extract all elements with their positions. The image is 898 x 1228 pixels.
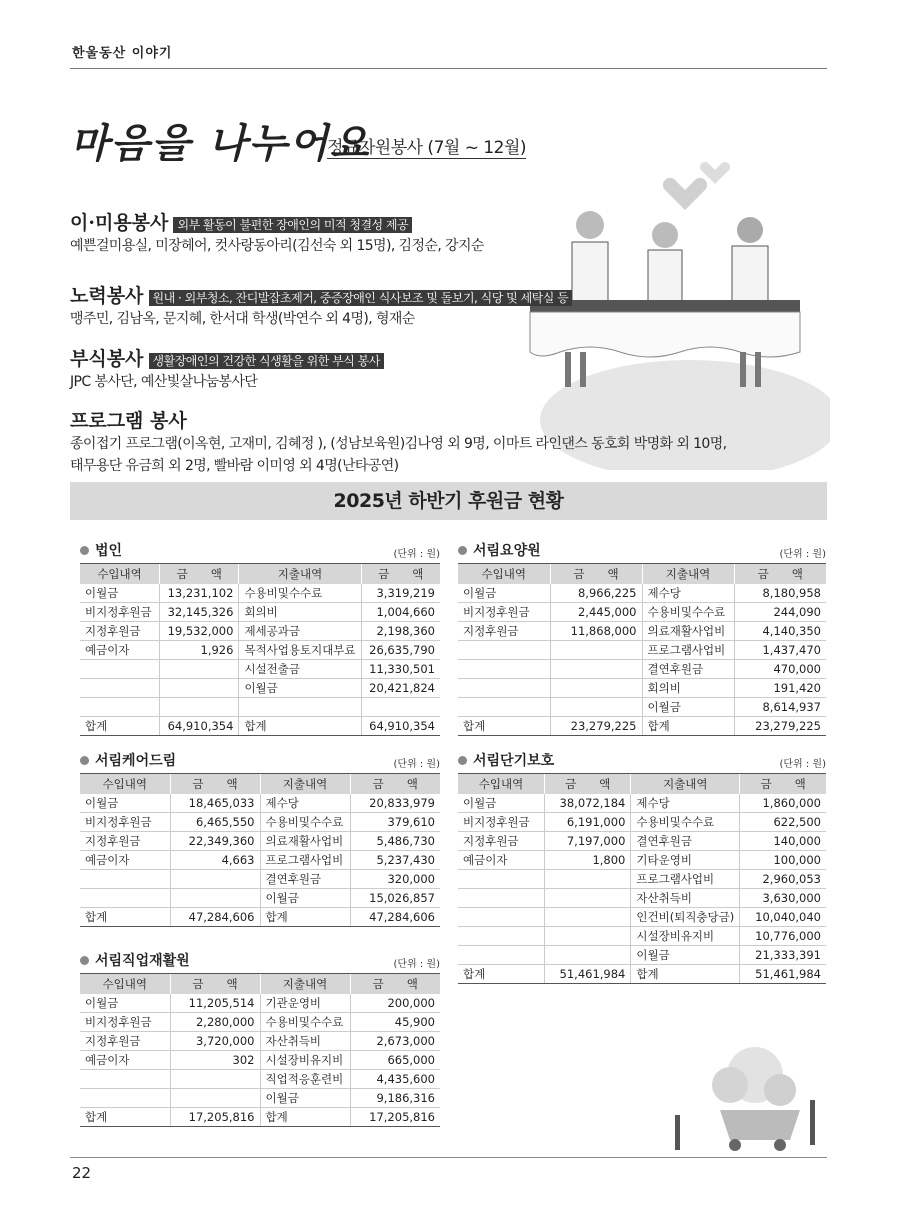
total-amount: 51,461,984 bbox=[545, 965, 631, 984]
column-header: 금 액 bbox=[350, 774, 440, 795]
table-row bbox=[80, 1089, 440, 1108]
item-cell: 지정후원금 bbox=[80, 832, 170, 851]
amount-cell: 2,673,000 bbox=[350, 1032, 440, 1051]
column-header: 수입내역 bbox=[80, 564, 160, 585]
item-cell: 비지정후원금 bbox=[458, 813, 545, 832]
column-header: 수입내역 bbox=[458, 564, 550, 585]
table-row bbox=[458, 927, 826, 946]
table-total-row bbox=[80, 717, 440, 736]
donation-table bbox=[458, 773, 826, 984]
column-header: 지출내역 bbox=[239, 564, 361, 585]
item-cell: 목적사업용토지대부료 bbox=[239, 641, 361, 660]
table-header-row bbox=[458, 774, 826, 795]
item-cell bbox=[458, 660, 550, 679]
item-cell bbox=[458, 927, 545, 946]
footer-divider bbox=[70, 1157, 827, 1158]
table-row bbox=[80, 870, 440, 889]
amount-cell: 11,868,000 bbox=[550, 622, 642, 641]
amount-cell: 3,319,219 bbox=[361, 584, 440, 603]
item-cell bbox=[458, 908, 545, 927]
section-body: 예쁜걸미용실, 미장헤어, 컷사랑동아리(김선숙 외 15명), 김정순, 강지순 bbox=[70, 238, 484, 254]
table-title bbox=[80, 750, 176, 770]
table-row bbox=[80, 603, 440, 622]
amount-cell bbox=[545, 870, 631, 889]
table-row bbox=[80, 851, 440, 870]
item-cell: 예금이자 bbox=[458, 851, 545, 870]
item-cell bbox=[458, 946, 545, 965]
table-header-row bbox=[458, 564, 826, 585]
amount-cell: 6,465,550 bbox=[170, 813, 260, 832]
amount-cell: 8,180,958 bbox=[734, 584, 826, 603]
table-title-text: 서림케어드림 bbox=[95, 753, 177, 769]
item-cell: 이월금 bbox=[642, 698, 734, 717]
total-label: 합계 bbox=[642, 717, 734, 736]
unit-label: (단위 : 원) bbox=[393, 759, 440, 770]
donation-table bbox=[458, 563, 826, 736]
table-title-text: 서림요양원 bbox=[473, 543, 541, 559]
table-header bbox=[80, 950, 440, 970]
page-subtitle: 정규자원봉사 (7월 ~ 12월) bbox=[327, 133, 526, 159]
amount-cell: 8,614,937 bbox=[734, 698, 826, 717]
section-title: 이·미용봉사 bbox=[70, 212, 169, 234]
table-row bbox=[80, 641, 440, 660]
item-cell: 자산취득비 bbox=[260, 1032, 350, 1051]
amount-cell: 200,000 bbox=[350, 994, 440, 1013]
volunteer-section-food bbox=[70, 344, 770, 393]
amount-cell: 4,435,600 bbox=[350, 1070, 440, 1089]
total-amount: 47,284,606 bbox=[170, 908, 260, 927]
column-header: 금 액 bbox=[170, 774, 260, 795]
section-title: 부식봉사 bbox=[70, 348, 144, 370]
column-header: 지출내역 bbox=[631, 774, 740, 795]
amount-cell bbox=[545, 889, 631, 908]
table-header bbox=[80, 750, 440, 770]
total-amount: 17,205,816 bbox=[350, 1108, 440, 1127]
table-header-row bbox=[80, 564, 440, 585]
amount-cell: 1,860,000 bbox=[740, 794, 826, 813]
amount-cell: 19,532,000 bbox=[160, 622, 239, 641]
table-header-row bbox=[80, 774, 440, 795]
table-title bbox=[80, 540, 122, 560]
table-row bbox=[80, 1051, 440, 1070]
amount-cell: 1,926 bbox=[160, 641, 239, 660]
total-label: 합계 bbox=[260, 908, 350, 927]
column-header: 수입내역 bbox=[80, 774, 170, 795]
unit-label: (단위 : 원) bbox=[779, 549, 826, 560]
item-cell: 예금이자 bbox=[80, 1051, 170, 1070]
amount-cell bbox=[170, 889, 260, 908]
amount-cell: 38,072,184 bbox=[545, 794, 631, 813]
bullet-icon bbox=[80, 756, 89, 765]
item-cell: 수용비및수수료 bbox=[260, 1013, 350, 1032]
item-cell: 제세공과금 bbox=[239, 622, 361, 641]
item-cell: 이월금 bbox=[458, 794, 545, 813]
item-cell: 시설장비유지비 bbox=[631, 927, 740, 946]
amount-cell: 1,004,660 bbox=[361, 603, 440, 622]
amount-cell: 320,000 bbox=[350, 870, 440, 889]
volunteer-section-program bbox=[70, 406, 790, 477]
table-header bbox=[80, 540, 440, 560]
item-cell bbox=[239, 698, 361, 717]
item-cell: 제수당 bbox=[642, 584, 734, 603]
table-short-term-care bbox=[458, 750, 826, 984]
item-cell bbox=[458, 889, 545, 908]
table-row bbox=[458, 813, 826, 832]
item-cell: 프로그램사업비 bbox=[631, 870, 740, 889]
donation-title: 2025년 하반기 후원금 현황 bbox=[333, 490, 564, 512]
table-title-text: 서림직업재활원 bbox=[95, 953, 190, 969]
item-cell: 이월금 bbox=[260, 1089, 350, 1108]
table-title bbox=[458, 750, 554, 770]
item-cell bbox=[80, 1089, 170, 1108]
amount-cell: 5,486,730 bbox=[350, 832, 440, 851]
table-title-text: 서림단기보호 bbox=[473, 753, 555, 769]
item-cell bbox=[458, 698, 550, 717]
amount-cell: 11,205,514 bbox=[170, 994, 260, 1013]
amount-cell: 1,437,470 bbox=[734, 641, 826, 660]
amount-cell: 470,000 bbox=[734, 660, 826, 679]
amount-cell: 4,140,350 bbox=[734, 622, 826, 641]
amount-cell bbox=[550, 660, 642, 679]
item-cell: 수용비및수수료 bbox=[642, 603, 734, 622]
amount-cell bbox=[545, 946, 631, 965]
amount-cell: 5,237,430 bbox=[350, 851, 440, 870]
table-row bbox=[458, 698, 826, 717]
amount-cell: 2,960,053 bbox=[740, 870, 826, 889]
table-title bbox=[80, 950, 190, 970]
amount-cell: 2,445,000 bbox=[550, 603, 642, 622]
table-nursing-home bbox=[458, 540, 826, 736]
page-number: 22 bbox=[72, 1164, 92, 1182]
table-row bbox=[80, 832, 440, 851]
amount-cell: 622,500 bbox=[740, 813, 826, 832]
total-amount: 64,910,354 bbox=[361, 717, 440, 736]
amount-cell: 3,630,000 bbox=[740, 889, 826, 908]
table-row bbox=[80, 813, 440, 832]
amount-cell: 10,040,040 bbox=[740, 908, 826, 927]
total-amount: 17,205,816 bbox=[170, 1108, 260, 1127]
amount-cell: 45,900 bbox=[350, 1013, 440, 1032]
table-row bbox=[80, 1070, 440, 1089]
amount-cell bbox=[361, 698, 440, 717]
item-cell: 제수당 bbox=[260, 794, 350, 813]
table-row bbox=[80, 794, 440, 813]
amount-cell bbox=[550, 698, 642, 717]
column-header: 지출내역 bbox=[642, 564, 734, 585]
item-cell: 인건비(퇴직충당금) bbox=[631, 908, 740, 927]
table-row bbox=[80, 889, 440, 908]
amount-cell: 3,720,000 bbox=[170, 1032, 260, 1051]
amount-cell: 302 bbox=[170, 1051, 260, 1070]
bullet-icon bbox=[458, 546, 467, 555]
item-cell: 의료재활사업비 bbox=[260, 832, 350, 851]
table-title bbox=[458, 540, 541, 560]
section-title: 프로그램 봉사 bbox=[70, 410, 187, 432]
item-cell: 자산취득비 bbox=[631, 889, 740, 908]
table-row bbox=[458, 679, 826, 698]
item-cell: 프로그램사업비 bbox=[260, 851, 350, 870]
column-header: 금 액 bbox=[350, 974, 440, 995]
amount-cell bbox=[170, 870, 260, 889]
column-header: 금 액 bbox=[734, 564, 826, 585]
item-cell: 직업적응훈련비 bbox=[260, 1070, 350, 1089]
table-row bbox=[80, 698, 440, 717]
table-row bbox=[458, 641, 826, 660]
item-cell: 비지정후원금 bbox=[458, 603, 550, 622]
item-cell: 예금이자 bbox=[80, 851, 170, 870]
bullet-icon bbox=[80, 546, 89, 555]
item-cell: 수용비및수수료 bbox=[631, 813, 740, 832]
volunteer-section-labor bbox=[70, 281, 770, 330]
item-cell bbox=[80, 698, 160, 717]
table-row bbox=[458, 603, 826, 622]
page-title: 마음을 나누어요 bbox=[70, 120, 371, 167]
item-cell: 기관운영비 bbox=[260, 994, 350, 1013]
item-cell: 시설전출금 bbox=[239, 660, 361, 679]
donation-table bbox=[80, 563, 440, 736]
total-label: 합계 bbox=[239, 717, 361, 736]
item-cell: 비지정후원금 bbox=[80, 603, 160, 622]
amount-cell: 665,000 bbox=[350, 1051, 440, 1070]
table-row bbox=[80, 660, 440, 679]
total-label: 합계 bbox=[458, 965, 545, 984]
amount-cell: 2,198,360 bbox=[361, 622, 440, 641]
table-row bbox=[80, 1032, 440, 1051]
amount-cell: 20,833,979 bbox=[350, 794, 440, 813]
section-body: 태무용단 유금희 외 2명, 빨바람 이미영 외 4명(난타공연) bbox=[70, 458, 399, 474]
total-label: 합계 bbox=[260, 1108, 350, 1127]
item-cell: 지정후원금 bbox=[80, 1032, 170, 1051]
hearts-illustration bbox=[660, 1030, 830, 1155]
item-cell: 지정후원금 bbox=[80, 622, 160, 641]
column-header: 금 액 bbox=[550, 564, 642, 585]
donation-table bbox=[80, 773, 440, 927]
amount-cell: 18,465,033 bbox=[170, 794, 260, 813]
table-row bbox=[458, 889, 826, 908]
section-body: 종이접기 프로그램(이옥현, 고재미, 김혜정 ), (성남보육원)김나영 외 9명, 이마트 라인댄스 동호회 박명화 외 10명, bbox=[70, 436, 727, 452]
column-header: 수입내역 bbox=[80, 974, 170, 995]
item-cell: 비지정후원금 bbox=[80, 813, 170, 832]
item-cell: 결연후원금 bbox=[260, 870, 350, 889]
column-header: 금 액 bbox=[545, 774, 631, 795]
item-cell: 의료재활사업비 bbox=[642, 622, 734, 641]
item-cell bbox=[80, 660, 160, 679]
total-label: 합계 bbox=[631, 965, 740, 984]
table-header bbox=[458, 750, 826, 770]
item-cell: 지정후원금 bbox=[458, 622, 550, 641]
total-label: 합계 bbox=[80, 1108, 170, 1127]
item-cell bbox=[458, 641, 550, 660]
section-tag: 원내 · 외부청소, 잔디발잡초제거, 중증장애인 식사보조 및 돌보기, 식당 및 세탁실 등 bbox=[149, 290, 573, 306]
item-cell: 이월금 bbox=[239, 679, 361, 698]
section-body: 맹주민, 김남옥, 문지혜, 한서대 학생(박연수 외 4명), 형재순 bbox=[70, 311, 415, 327]
item-cell: 회의비 bbox=[642, 679, 734, 698]
table-row bbox=[458, 584, 826, 603]
running-head: 한울동산 이야기 bbox=[72, 46, 173, 61]
table-total-row bbox=[80, 908, 440, 927]
total-label: 합계 bbox=[80, 908, 170, 927]
amount-cell bbox=[545, 927, 631, 946]
item-cell bbox=[80, 870, 170, 889]
amount-cell bbox=[160, 679, 239, 698]
table-total-row bbox=[458, 965, 826, 984]
table-header bbox=[458, 540, 826, 560]
item-cell: 회의비 bbox=[239, 603, 361, 622]
total-label: 합계 bbox=[458, 717, 550, 736]
item-cell: 결연후원금 bbox=[631, 832, 740, 851]
amount-cell: 21,333,391 bbox=[740, 946, 826, 965]
amount-cell: 7,197,000 bbox=[545, 832, 631, 851]
amount-cell bbox=[545, 908, 631, 927]
table-row bbox=[458, 946, 826, 965]
total-amount: 23,279,225 bbox=[734, 717, 826, 736]
column-header: 금 액 bbox=[170, 974, 260, 995]
column-header: 금 액 bbox=[160, 564, 239, 585]
table-row bbox=[458, 832, 826, 851]
item-cell: 이월금 bbox=[80, 584, 160, 603]
donation-band bbox=[70, 482, 827, 520]
amount-cell: 32,145,326 bbox=[160, 603, 239, 622]
amount-cell bbox=[170, 1089, 260, 1108]
amount-cell: 191,420 bbox=[734, 679, 826, 698]
amount-cell: 10,776,000 bbox=[740, 927, 826, 946]
amount-cell: 140,000 bbox=[740, 832, 826, 851]
table-row bbox=[458, 794, 826, 813]
table-corporation bbox=[80, 540, 440, 736]
table-row bbox=[458, 622, 826, 641]
item-cell: 프로그램사업비 bbox=[642, 641, 734, 660]
amount-cell: 8,966,225 bbox=[550, 584, 642, 603]
amount-cell: 22,349,360 bbox=[170, 832, 260, 851]
table-row bbox=[80, 584, 440, 603]
header-divider bbox=[70, 68, 827, 69]
item-cell: 결연후원금 bbox=[642, 660, 734, 679]
item-cell: 이월금 bbox=[80, 794, 170, 813]
amount-cell: 1,800 bbox=[545, 851, 631, 870]
amount-cell: 379,610 bbox=[350, 813, 440, 832]
table-row bbox=[458, 870, 826, 889]
bullet-icon bbox=[458, 756, 467, 765]
item-cell: 제수당 bbox=[631, 794, 740, 813]
total-amount: 51,461,984 bbox=[740, 965, 826, 984]
column-header: 금 액 bbox=[361, 564, 440, 585]
amount-cell: 13,231,102 bbox=[160, 584, 239, 603]
amount-cell: 2,280,000 bbox=[170, 1013, 260, 1032]
table-row bbox=[80, 1013, 440, 1032]
unit-label: (단위 : 원) bbox=[779, 759, 826, 770]
volunteer-section-beauty bbox=[70, 208, 770, 257]
table-row bbox=[458, 660, 826, 679]
section-body: JPC 봉사단, 예산빛살나눔봉사단 bbox=[70, 374, 258, 390]
item-cell: 수용비및수수료 bbox=[260, 813, 350, 832]
item-cell bbox=[80, 1070, 170, 1089]
table-title-text: 법인 bbox=[95, 543, 123, 559]
column-header: 금 액 bbox=[740, 774, 826, 795]
item-cell: 기타운영비 bbox=[631, 851, 740, 870]
table-row bbox=[458, 851, 826, 870]
table-total-row bbox=[458, 717, 826, 736]
amount-cell: 100,000 bbox=[740, 851, 826, 870]
total-amount: 23,279,225 bbox=[550, 717, 642, 736]
donation-table bbox=[80, 973, 440, 1127]
section-tag: 외부 활동이 불편한 장애인의 미적 청결성 제공 bbox=[173, 217, 412, 233]
amount-cell bbox=[160, 698, 239, 717]
table-row bbox=[458, 908, 826, 927]
amount-cell: 11,330,501 bbox=[361, 660, 440, 679]
amount-cell: 244,090 bbox=[734, 603, 826, 622]
item-cell: 지정후원금 bbox=[458, 832, 545, 851]
table-vocational-rehab bbox=[80, 950, 440, 1127]
item-cell: 시설장비유지비 bbox=[260, 1051, 350, 1070]
table-row bbox=[80, 679, 440, 698]
unit-label: (단위 : 원) bbox=[393, 959, 440, 970]
section-title: 노력봉사 bbox=[70, 285, 144, 307]
unit-label: (단위 : 원) bbox=[393, 549, 440, 560]
item-cell bbox=[80, 889, 170, 908]
amount-cell bbox=[160, 660, 239, 679]
column-header: 수입내역 bbox=[458, 774, 545, 795]
total-amount: 64,910,354 bbox=[160, 717, 239, 736]
amount-cell: 6,191,000 bbox=[545, 813, 631, 832]
amount-cell: 4,663 bbox=[170, 851, 260, 870]
column-header: 지출내역 bbox=[260, 774, 350, 795]
table-header-row bbox=[80, 974, 440, 995]
table-row bbox=[80, 994, 440, 1013]
table-care-dream bbox=[80, 750, 440, 927]
table-total-row bbox=[80, 1108, 440, 1127]
item-cell: 이월금 bbox=[260, 889, 350, 908]
item-cell: 비지정후원금 bbox=[80, 1013, 170, 1032]
total-label: 합계 bbox=[80, 717, 160, 736]
amount-cell bbox=[550, 641, 642, 660]
item-cell: 이월금 bbox=[80, 994, 170, 1013]
item-cell: 수용비및수수료 bbox=[239, 584, 361, 603]
item-cell bbox=[458, 679, 550, 698]
amount-cell: 9,186,316 bbox=[350, 1089, 440, 1108]
amount-cell: 26,635,790 bbox=[361, 641, 440, 660]
amount-cell bbox=[550, 679, 642, 698]
amount-cell: 15,026,857 bbox=[350, 889, 440, 908]
section-tag: 생활장애인의 건강한 식생활을 위한 부식 봉사 bbox=[149, 353, 384, 369]
column-header: 지출내역 bbox=[260, 974, 350, 995]
item-cell: 이월금 bbox=[458, 584, 550, 603]
item-cell bbox=[80, 679, 160, 698]
bullet-icon bbox=[80, 956, 89, 965]
amount-cell: 20,421,824 bbox=[361, 679, 440, 698]
item-cell: 이월금 bbox=[631, 946, 740, 965]
item-cell bbox=[458, 870, 545, 889]
table-row bbox=[80, 622, 440, 641]
amount-cell bbox=[170, 1070, 260, 1089]
item-cell: 예금이자 bbox=[80, 641, 160, 660]
total-amount: 47,284,606 bbox=[350, 908, 440, 927]
